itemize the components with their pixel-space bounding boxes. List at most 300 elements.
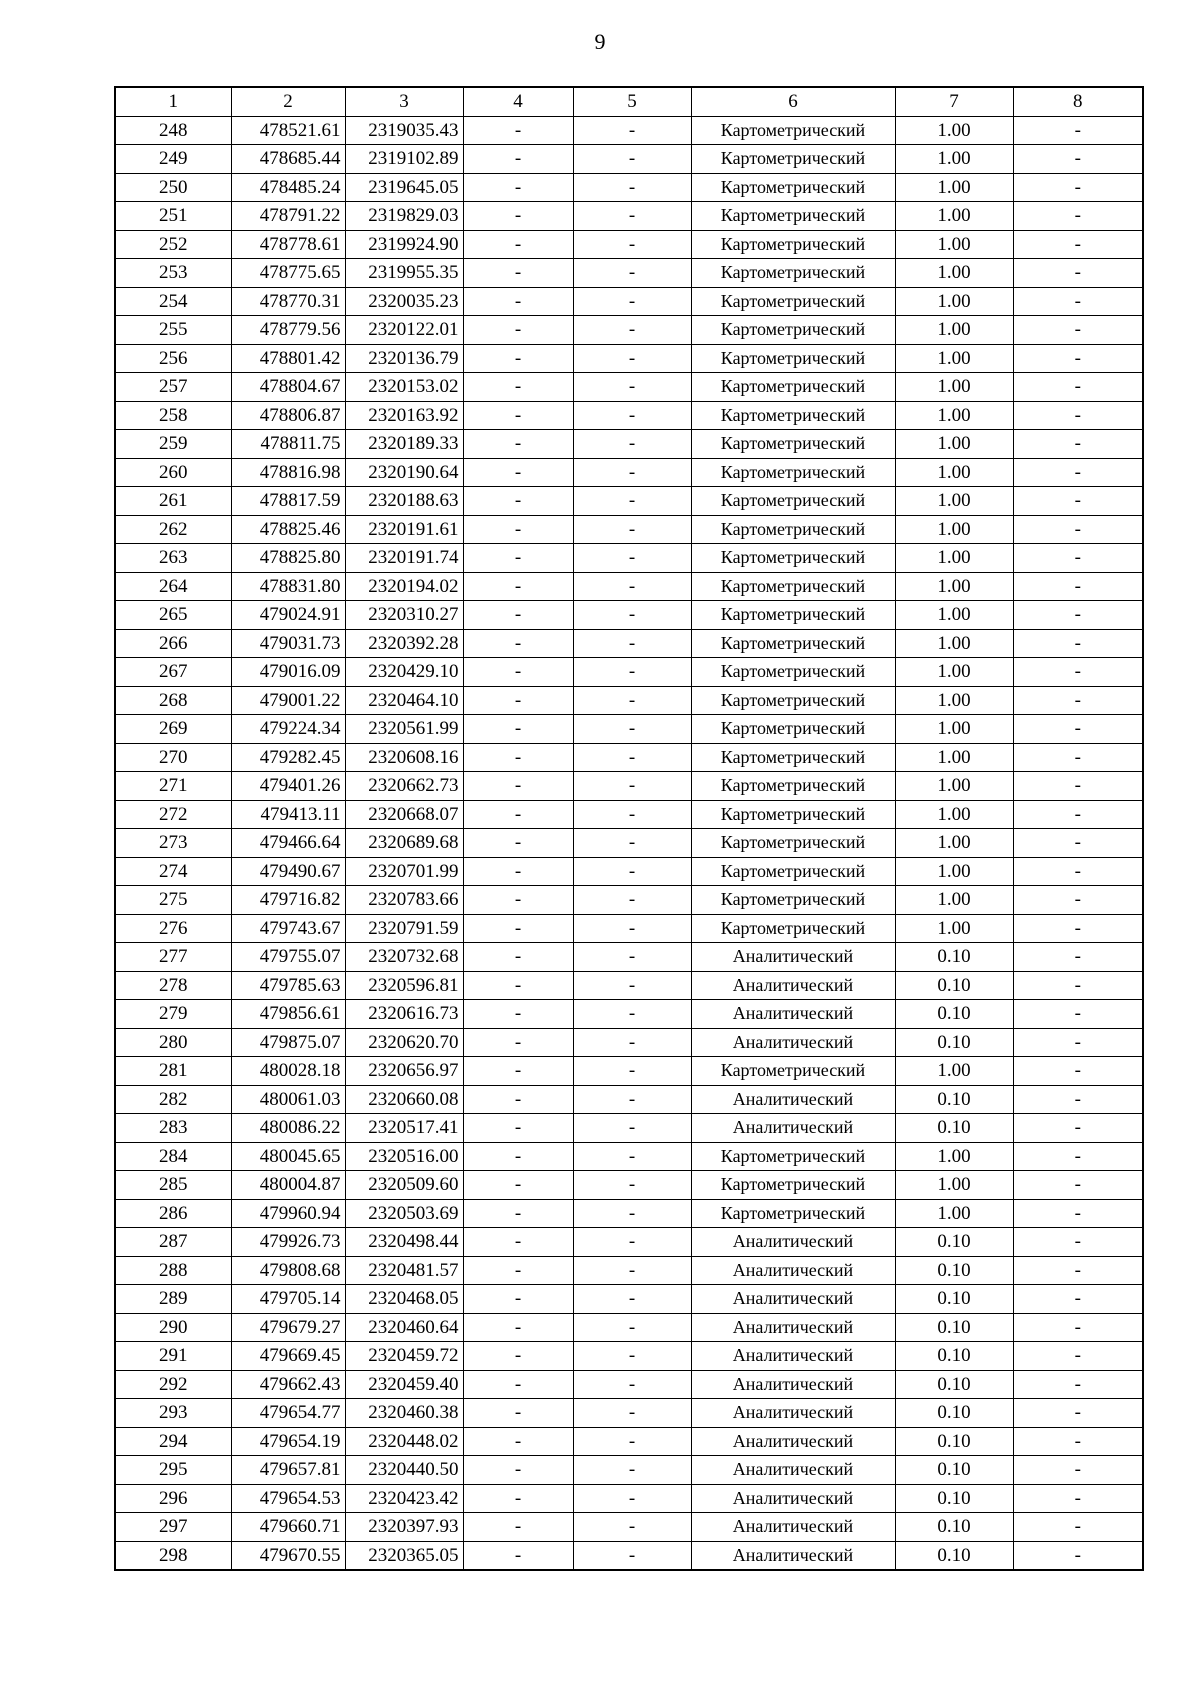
table-row: [115, 829, 1143, 858]
accuracy-cell: 0.10: [895, 943, 1013, 972]
column-4-cell: -: [463, 173, 573, 202]
column-4-cell: -: [463, 458, 573, 487]
accuracy-cell: 0.10: [895, 1028, 1013, 1057]
point-number-cell: 292: [115, 1370, 231, 1399]
column-4-cell: -: [463, 1313, 573, 1342]
x-coordinate-cell: 480004.87: [231, 1171, 345, 1200]
point-number-cell: 261: [115, 487, 231, 516]
column-5-cell: -: [573, 914, 691, 943]
column-5-cell: -: [573, 886, 691, 915]
point-number-cell: 269: [115, 715, 231, 744]
column-header: 1: [115, 87, 231, 116]
column-4-cell: -: [463, 857, 573, 886]
method-cell: Картометрический: [691, 116, 895, 145]
x-coordinate-cell: 478801.42: [231, 344, 345, 373]
point-number-cell: 273: [115, 829, 231, 858]
accuracy-cell: 0.10: [895, 1370, 1013, 1399]
method-cell: Картометрический: [691, 1057, 895, 1086]
column-5-cell: -: [573, 772, 691, 801]
method-cell: Картометрический: [691, 230, 895, 259]
method-cell: Картометрический: [691, 401, 895, 430]
point-number-cell: 251: [115, 202, 231, 231]
accuracy-cell: 1.00: [895, 629, 1013, 658]
y-coordinate-cell: 2320608.16: [345, 743, 463, 772]
column-4-cell: -: [463, 914, 573, 943]
method-cell: Картометрический: [691, 316, 895, 345]
method-cell: Аналитический: [691, 1028, 895, 1057]
column-5-cell: -: [573, 1256, 691, 1285]
column-8-cell: -: [1013, 601, 1143, 630]
x-coordinate-cell: 479490.67: [231, 857, 345, 886]
column-8-cell: -: [1013, 116, 1143, 145]
table-row: [115, 1114, 1143, 1143]
x-coordinate-cell: 479016.09: [231, 658, 345, 687]
column-5-cell: -: [573, 1228, 691, 1257]
y-coordinate-cell: 2320460.64: [345, 1313, 463, 1342]
table-row: [115, 943, 1143, 972]
column-5-cell: -: [573, 1057, 691, 1086]
column-4-cell: -: [463, 1541, 573, 1570]
table-row: [115, 629, 1143, 658]
method-cell: Картометрический: [691, 857, 895, 886]
y-coordinate-cell: 2320516.00: [345, 1142, 463, 1171]
x-coordinate-cell: 478831.80: [231, 572, 345, 601]
column-8-cell: -: [1013, 1057, 1143, 1086]
x-coordinate-cell: 479224.34: [231, 715, 345, 744]
table-row: [115, 1028, 1143, 1057]
column-8-cell: -: [1013, 1256, 1143, 1285]
y-coordinate-cell: 2320191.74: [345, 544, 463, 573]
table-row: [115, 658, 1143, 687]
accuracy-cell: 1.00: [895, 658, 1013, 687]
x-coordinate-cell: 478775.65: [231, 259, 345, 288]
column-4-cell: -: [463, 1256, 573, 1285]
method-cell: Картометрический: [691, 772, 895, 801]
y-coordinate-cell: 2320656.97: [345, 1057, 463, 1086]
table-row: [115, 430, 1143, 459]
x-coordinate-cell: 479024.91: [231, 601, 345, 630]
column-4-cell: -: [463, 743, 573, 772]
method-cell: Аналитический: [691, 1285, 895, 1314]
y-coordinate-cell: 2320660.08: [345, 1085, 463, 1114]
column-8-cell: -: [1013, 800, 1143, 829]
y-coordinate-cell: 2320035.23: [345, 287, 463, 316]
table-row: [115, 1313, 1143, 1342]
x-coordinate-cell: 479875.07: [231, 1028, 345, 1057]
table-row: [115, 230, 1143, 259]
column-4-cell: -: [463, 686, 573, 715]
x-coordinate-cell: 480086.22: [231, 1114, 345, 1143]
point-number-cell: 257: [115, 373, 231, 402]
point-number-cell: 283: [115, 1114, 231, 1143]
column-8-cell: -: [1013, 1142, 1143, 1171]
y-coordinate-cell: 2320448.02: [345, 1427, 463, 1456]
column-8-cell: -: [1013, 515, 1143, 544]
y-coordinate-cell: 2320561.99: [345, 715, 463, 744]
y-coordinate-cell: 2320464.10: [345, 686, 463, 715]
method-cell: Картометрический: [691, 373, 895, 402]
column-5-cell: -: [573, 1028, 691, 1057]
column-4-cell: -: [463, 287, 573, 316]
column-4-cell: -: [463, 1370, 573, 1399]
column-8-cell: -: [1013, 1000, 1143, 1029]
x-coordinate-cell: 479466.64: [231, 829, 345, 858]
column-5-cell: -: [573, 1541, 691, 1570]
y-coordinate-cell: 2320392.28: [345, 629, 463, 658]
table-row: [115, 772, 1143, 801]
x-coordinate-cell: 479401.26: [231, 772, 345, 801]
point-number-cell: 262: [115, 515, 231, 544]
column-4-cell: -: [463, 800, 573, 829]
accuracy-cell: 0.10: [895, 1285, 1013, 1314]
y-coordinate-cell: 2320468.05: [345, 1285, 463, 1314]
accuracy-cell: 1.00: [895, 914, 1013, 943]
y-coordinate-cell: 2320429.10: [345, 658, 463, 687]
point-number-cell: 263: [115, 544, 231, 573]
table-row: [115, 886, 1143, 915]
point-number-cell: 266: [115, 629, 231, 658]
column-8-cell: -: [1013, 971, 1143, 1000]
column-5-cell: -: [573, 971, 691, 1000]
accuracy-cell: 1.00: [895, 800, 1013, 829]
column-8-cell: -: [1013, 658, 1143, 687]
table-row: [115, 373, 1143, 402]
column-8-cell: -: [1013, 1285, 1143, 1314]
y-coordinate-cell: 2320503.69: [345, 1199, 463, 1228]
column-8-cell: -: [1013, 544, 1143, 573]
column-5-cell: -: [573, 401, 691, 430]
column-8-cell: -: [1013, 1313, 1143, 1342]
point-number-cell: 259: [115, 430, 231, 459]
column-8-cell: -: [1013, 1370, 1143, 1399]
y-coordinate-cell: 2320509.60: [345, 1171, 463, 1200]
column-4-cell: -: [463, 1484, 573, 1513]
point-number-cell: 250: [115, 173, 231, 202]
x-coordinate-cell: 479679.27: [231, 1313, 345, 1342]
column-4-cell: -: [463, 829, 573, 858]
column-5-cell: -: [573, 715, 691, 744]
column-5-cell: -: [573, 1285, 691, 1314]
column-8-cell: -: [1013, 1399, 1143, 1428]
accuracy-cell: 0.10: [895, 1427, 1013, 1456]
accuracy-cell: 1.00: [895, 145, 1013, 174]
column-4-cell: -: [463, 373, 573, 402]
column-header: 2: [231, 87, 345, 116]
column-5-cell: -: [573, 829, 691, 858]
column-5-cell: -: [573, 1484, 691, 1513]
y-coordinate-cell: 2320701.99: [345, 857, 463, 886]
table-row: [115, 1342, 1143, 1371]
method-cell: Аналитический: [691, 971, 895, 1000]
point-number-cell: 294: [115, 1427, 231, 1456]
y-coordinate-cell: 2320459.72: [345, 1342, 463, 1371]
y-coordinate-cell: 2320194.02: [345, 572, 463, 601]
x-coordinate-cell: 478779.56: [231, 316, 345, 345]
method-cell: Аналитический: [691, 943, 895, 972]
y-coordinate-cell: 2320596.81: [345, 971, 463, 1000]
column-4-cell: -: [463, 601, 573, 630]
column-5-cell: -: [573, 1513, 691, 1542]
table-row: [115, 800, 1143, 829]
point-number-cell: 264: [115, 572, 231, 601]
point-number-cell: 291: [115, 1342, 231, 1371]
table-row: [115, 401, 1143, 430]
x-coordinate-cell: 478685.44: [231, 145, 345, 174]
accuracy-cell: 0.10: [895, 1256, 1013, 1285]
method-cell: Картометрический: [691, 1171, 895, 1200]
column-4-cell: -: [463, 1399, 573, 1428]
x-coordinate-cell: 479716.82: [231, 886, 345, 915]
column-4-cell: -: [463, 145, 573, 174]
column-8-cell: -: [1013, 287, 1143, 316]
column-8-cell: -: [1013, 173, 1143, 202]
column-4-cell: -: [463, 1142, 573, 1171]
column-5-cell: -: [573, 487, 691, 516]
column-5-cell: -: [573, 1342, 691, 1371]
point-number-cell: 260: [115, 458, 231, 487]
table-row: [115, 743, 1143, 772]
column-8-cell: -: [1013, 344, 1143, 373]
column-4-cell: -: [463, 1199, 573, 1228]
column-4-cell: -: [463, 316, 573, 345]
column-8-cell: -: [1013, 373, 1143, 402]
table-row: [115, 914, 1143, 943]
table-row: [115, 572, 1143, 601]
accuracy-cell: 1.00: [895, 173, 1013, 202]
accuracy-cell: 0.10: [895, 1228, 1013, 1257]
accuracy-cell: 1.00: [895, 1142, 1013, 1171]
table-row: [115, 857, 1143, 886]
column-4-cell: -: [463, 202, 573, 231]
point-number-cell: 265: [115, 601, 231, 630]
point-number-cell: 287: [115, 1228, 231, 1257]
x-coordinate-cell: 479755.07: [231, 943, 345, 972]
y-coordinate-cell: 2320791.59: [345, 914, 463, 943]
accuracy-cell: 1.00: [895, 886, 1013, 915]
x-coordinate-cell: 479282.45: [231, 743, 345, 772]
x-coordinate-cell: 478825.80: [231, 544, 345, 573]
column-5-cell: -: [573, 458, 691, 487]
point-number-cell: 277: [115, 943, 231, 972]
method-cell: Картометрический: [691, 487, 895, 516]
column-5-cell: -: [573, 572, 691, 601]
method-cell: Аналитический: [691, 1370, 895, 1399]
table-row: [115, 316, 1143, 345]
accuracy-cell: 1.00: [895, 686, 1013, 715]
method-cell: Картометрический: [691, 658, 895, 687]
method-cell: Аналитический: [691, 1313, 895, 1342]
column-4-cell: -: [463, 1028, 573, 1057]
column-4-cell: -: [463, 1114, 573, 1143]
point-number-cell: 271: [115, 772, 231, 801]
column-5-cell: -: [573, 344, 691, 373]
column-5-cell: -: [573, 800, 691, 829]
column-8-cell: -: [1013, 1541, 1143, 1570]
point-number-cell: 267: [115, 658, 231, 687]
column-5-cell: -: [573, 430, 691, 459]
method-cell: Картометрический: [691, 259, 895, 288]
table-row: [115, 1399, 1143, 1428]
accuracy-cell: 0.10: [895, 1541, 1013, 1570]
column-5-cell: -: [573, 316, 691, 345]
column-5-cell: -: [573, 202, 691, 231]
method-cell: Аналитический: [691, 1342, 895, 1371]
column-5-cell: -: [573, 686, 691, 715]
column-8-cell: -: [1013, 629, 1143, 658]
column-8-cell: -: [1013, 202, 1143, 231]
x-coordinate-cell: 478806.87: [231, 401, 345, 430]
column-8-cell: -: [1013, 1199, 1143, 1228]
table-row: [115, 1142, 1143, 1171]
column-8-cell: -: [1013, 1427, 1143, 1456]
point-number-cell: 276: [115, 914, 231, 943]
column-4-cell: -: [463, 1171, 573, 1200]
method-cell: Аналитический: [691, 1228, 895, 1257]
page-number: 9: [594, 29, 606, 54]
x-coordinate-cell: 478521.61: [231, 116, 345, 145]
x-coordinate-cell: 479654.19: [231, 1427, 345, 1456]
y-coordinate-cell: 2320668.07: [345, 800, 463, 829]
column-header: 4: [463, 87, 573, 116]
table-row: [115, 1484, 1143, 1513]
table-row: [115, 287, 1143, 316]
x-coordinate-cell: 479654.77: [231, 1399, 345, 1428]
column-4-cell: -: [463, 401, 573, 430]
x-coordinate-cell: 479001.22: [231, 686, 345, 715]
point-number-cell: 248: [115, 116, 231, 145]
column-4-cell: -: [463, 1228, 573, 1257]
column-header: 3: [345, 87, 463, 116]
method-cell: Картометрический: [691, 629, 895, 658]
y-coordinate-cell: 2319102.89: [345, 145, 463, 174]
point-number-cell: 297: [115, 1513, 231, 1542]
column-8-cell: -: [1013, 829, 1143, 858]
column-4-cell: -: [463, 1057, 573, 1086]
method-cell: Картометрический: [691, 572, 895, 601]
x-coordinate-cell: 479743.67: [231, 914, 345, 943]
y-coordinate-cell: 2320122.01: [345, 316, 463, 345]
method-cell: Картометрический: [691, 202, 895, 231]
accuracy-cell: 0.10: [895, 1085, 1013, 1114]
column-4-cell: -: [463, 116, 573, 145]
accuracy-cell: 0.10: [895, 1399, 1013, 1428]
y-coordinate-cell: 2320188.63: [345, 487, 463, 516]
column-5-cell: -: [573, 1114, 691, 1143]
accuracy-cell: 0.10: [895, 1456, 1013, 1485]
point-number-cell: 255: [115, 316, 231, 345]
column-5-cell: -: [573, 629, 691, 658]
column-8-cell: -: [1013, 1228, 1143, 1257]
point-number-cell: 252: [115, 230, 231, 259]
table-row: [115, 1199, 1143, 1228]
accuracy-cell: 0.10: [895, 1000, 1013, 1029]
column-4-cell: -: [463, 629, 573, 658]
accuracy-cell: 1.00: [895, 515, 1013, 544]
column-4-cell: -: [463, 1285, 573, 1314]
table-row: [115, 544, 1143, 573]
table-row: [115, 1285, 1143, 1314]
column-8-cell: -: [1013, 886, 1143, 915]
accuracy-cell: 0.10: [895, 971, 1013, 1000]
column-5-cell: -: [573, 1085, 691, 1114]
point-number-cell: 274: [115, 857, 231, 886]
point-number-cell: 253: [115, 259, 231, 288]
method-cell: Картометрический: [691, 886, 895, 915]
column-5-cell: -: [573, 515, 691, 544]
column-8-cell: -: [1013, 1171, 1143, 1200]
column-4-cell: -: [463, 1085, 573, 1114]
accuracy-cell: 1.00: [895, 544, 1013, 573]
column-8-cell: -: [1013, 686, 1143, 715]
point-number-cell: 258: [115, 401, 231, 430]
column-8-cell: -: [1013, 1456, 1143, 1485]
table-row: [115, 1541, 1143, 1570]
column-8-cell: -: [1013, 857, 1143, 886]
accuracy-cell: 1.00: [895, 430, 1013, 459]
x-coordinate-cell: 479669.45: [231, 1342, 345, 1371]
table-row: [115, 173, 1143, 202]
x-coordinate-cell: 479657.81: [231, 1456, 345, 1485]
method-cell: Аналитический: [691, 1427, 895, 1456]
column-8-cell: -: [1013, 259, 1143, 288]
accuracy-cell: 1.00: [895, 458, 1013, 487]
column-header: 8: [1013, 87, 1143, 116]
header-row: [115, 87, 1143, 116]
table-row: [115, 1256, 1143, 1285]
table-row: [115, 458, 1143, 487]
x-coordinate-cell: 478770.31: [231, 287, 345, 316]
column-4-cell: -: [463, 886, 573, 915]
x-coordinate-cell: 479660.71: [231, 1513, 345, 1542]
x-coordinate-cell: 479670.55: [231, 1541, 345, 1570]
method-cell: Аналитический: [691, 1399, 895, 1428]
method-cell: Аналитический: [691, 1456, 895, 1485]
y-coordinate-cell: 2320163.92: [345, 401, 463, 430]
column-header: 7: [895, 87, 1013, 116]
column-header: 5: [573, 87, 691, 116]
method-cell: Картометрический: [691, 458, 895, 487]
method-cell: Аналитический: [691, 1256, 895, 1285]
column-4-cell: -: [463, 259, 573, 288]
table-row: [115, 715, 1143, 744]
y-coordinate-cell: 2320153.02: [345, 373, 463, 402]
column-5-cell: -: [573, 1199, 691, 1228]
y-coordinate-cell: 2320662.73: [345, 772, 463, 801]
y-coordinate-cell: 2320689.68: [345, 829, 463, 858]
x-coordinate-cell: 480045.65: [231, 1142, 345, 1171]
accuracy-cell: 1.00: [895, 116, 1013, 145]
x-coordinate-cell: 479031.73: [231, 629, 345, 658]
table-row: [115, 1228, 1143, 1257]
table-row: [115, 971, 1143, 1000]
column-5-cell: -: [573, 287, 691, 316]
column-5-cell: -: [573, 259, 691, 288]
point-number-cell: 285: [115, 1171, 231, 1200]
x-coordinate-cell: 479654.53: [231, 1484, 345, 1513]
column-5-cell: -: [573, 1000, 691, 1029]
column-4-cell: -: [463, 1000, 573, 1029]
point-number-cell: 281: [115, 1057, 231, 1086]
method-cell: Картометрический: [691, 173, 895, 202]
table-row: [115, 344, 1143, 373]
y-coordinate-cell: 2320616.73: [345, 1000, 463, 1029]
y-coordinate-cell: 2319645.05: [345, 173, 463, 202]
column-8-cell: -: [1013, 572, 1143, 601]
x-coordinate-cell: 478804.67: [231, 373, 345, 402]
column-5-cell: -: [573, 743, 691, 772]
table-row: [115, 1085, 1143, 1114]
y-coordinate-cell: 2320191.61: [345, 515, 463, 544]
